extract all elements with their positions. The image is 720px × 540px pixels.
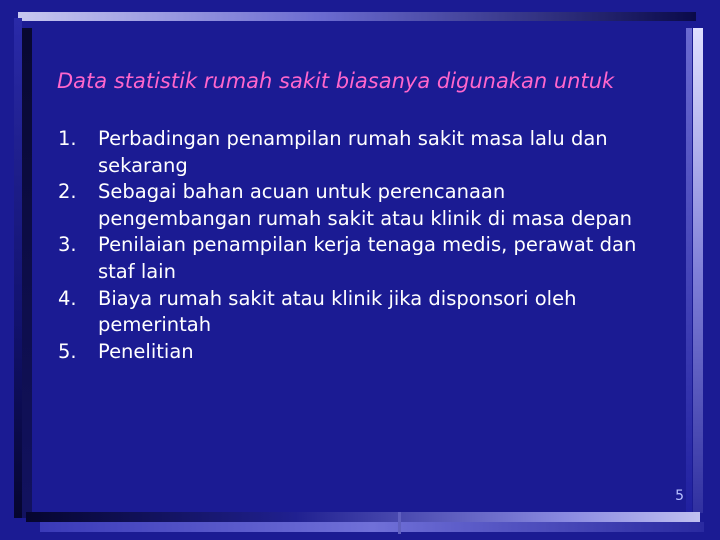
frame-bottom-bar — [26, 512, 700, 522]
frame-left-bar — [14, 18, 22, 518]
list-item — [58, 339, 658, 366]
frame-right-bar — [693, 28, 703, 513]
frame-right-inner-bar — [686, 28, 692, 513]
list-item — [58, 126, 658, 179]
frame-top-bar — [18, 12, 696, 21]
frame-left-inner-bar — [22, 28, 32, 518]
list-item — [58, 232, 658, 285]
list-item — [58, 179, 658, 232]
frame-bottom-inner-bar — [40, 522, 704, 532]
list-item-text: Penilaian penampilan kerja tenaga medis, perawat dan staf lain — [98, 233, 637, 283]
list-item-text: Penelitian — [98, 339, 194, 363]
list-item-number: 4. — [58, 286, 77, 310]
statistics-uses-list — [58, 126, 658, 365]
list-item-number: 5. — [58, 339, 77, 363]
list-item-text: Perbadingan penampilan rumah sakit masa lalu dan sekarang — [98, 127, 608, 177]
page-number: 5 — [675, 488, 684, 504]
list-item-text: Sebagai bahan acuan untuk perencanaan pengembangan rumah sakit atau klinik di masa depan — [98, 180, 633, 230]
list-item-number: 1. — [58, 127, 77, 150]
list-item-number: 3. — [58, 233, 77, 257]
list-item — [58, 286, 658, 339]
list-item-number: 2. — [58, 180, 77, 204]
slide-title: Data statistik rumah sakit biasanya digunakan untuk — [57, 69, 615, 93]
frame-bottom-divider — [398, 512, 401, 534]
list-item-text: Biaya rumah sakit atau klinik jika disponsori oleh pemerintah — [98, 286, 577, 337]
